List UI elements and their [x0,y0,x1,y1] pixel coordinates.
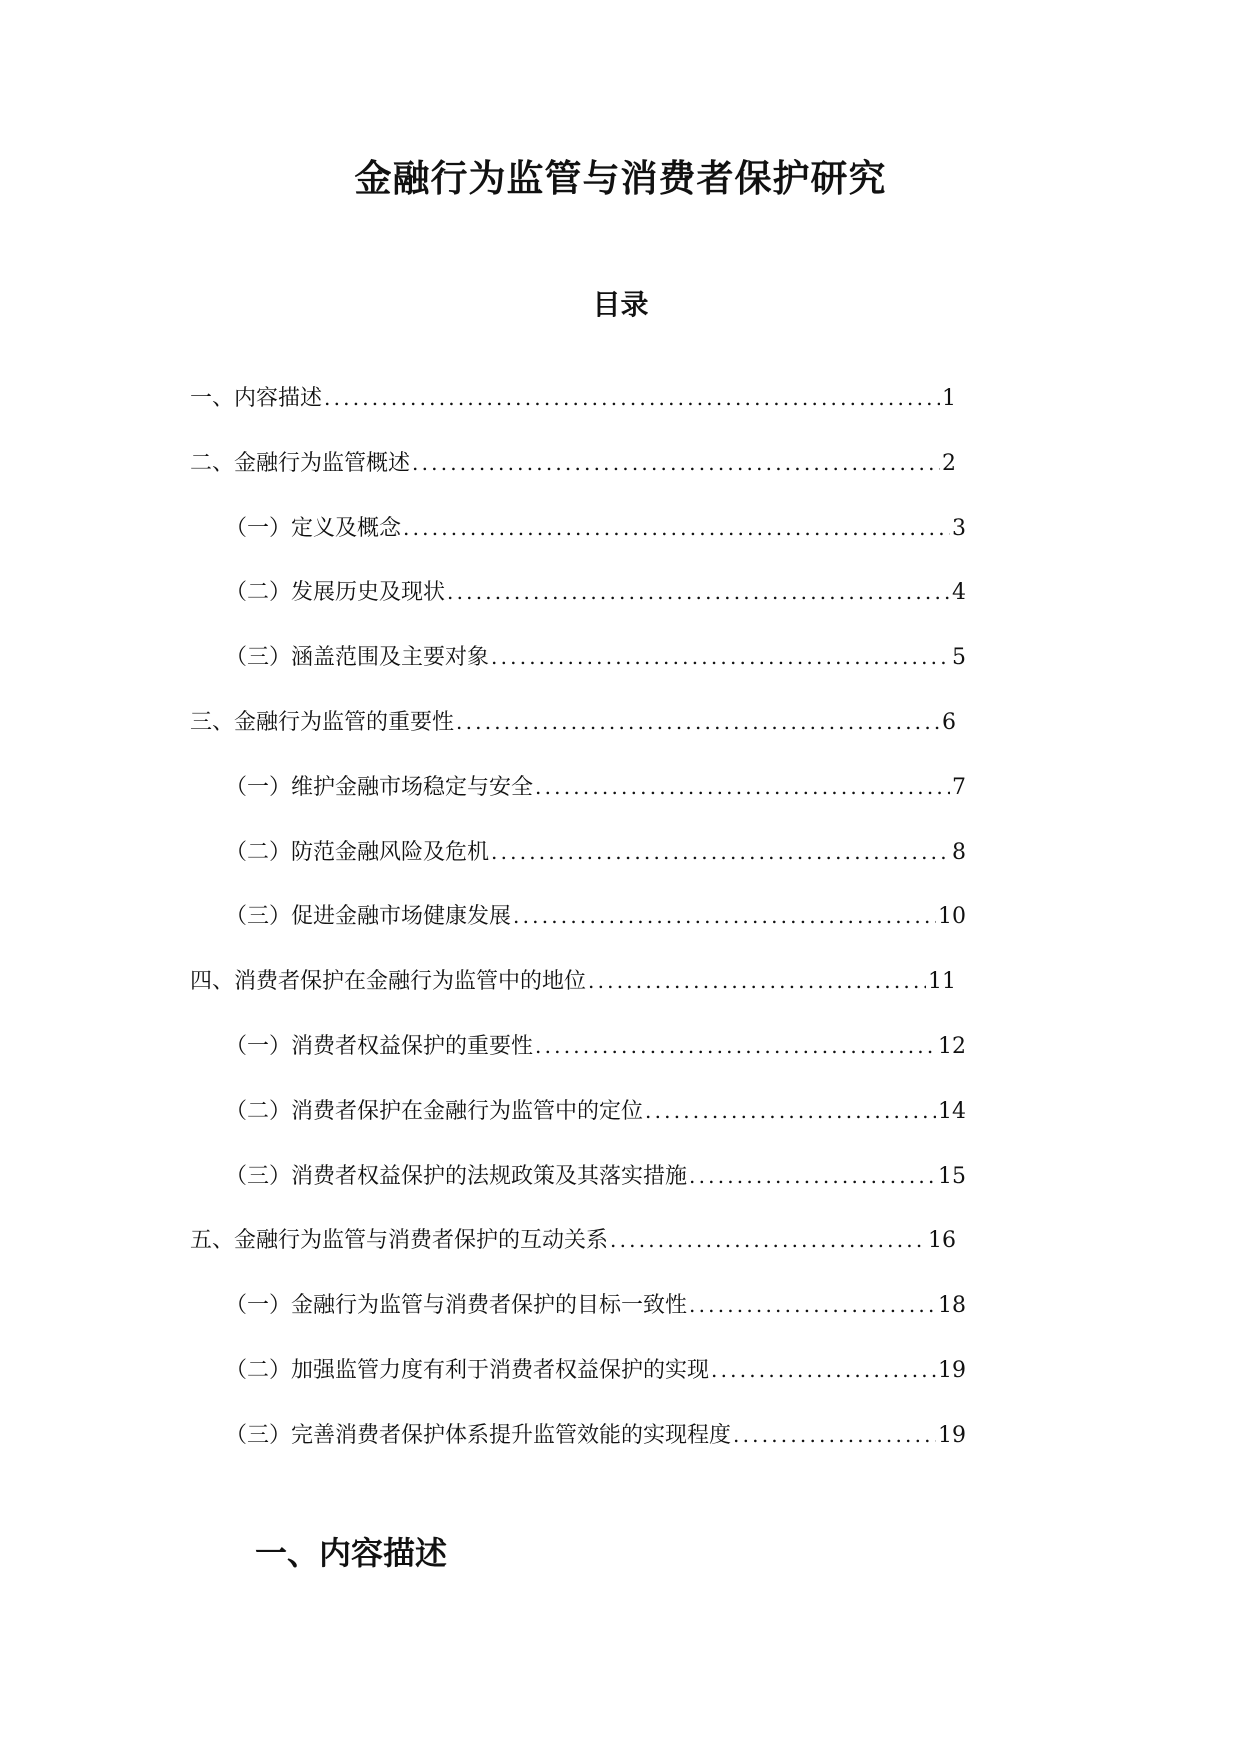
toc-leader-dots [447,577,950,607]
toc-page-number: 6 [942,710,956,735]
toc-entry-text: （三）涵盖范围及主要对象 [225,645,490,671]
toc-entry[interactable] [190,383,956,413]
toc-page-number: 2 [942,450,956,476]
toc-leader-dots [324,383,940,413]
toc-leader-dots [535,772,950,802]
toc-leader-dots [403,513,950,543]
toc-entry-text: （二）发展历史及现状 [225,580,446,606]
toc-entry-text: 二、金融行为监管概述 [190,450,411,476]
toc-entry[interactable] [190,1225,956,1255]
toc-entry[interactable] [190,966,956,996]
toc-page-number: 19 [938,1358,966,1383]
toc-entry[interactable] [225,901,966,931]
document-title: 金融行为监管与消费者保护研究 [354,156,887,200]
toc-leader-dots [733,1420,936,1450]
toc-entry[interactable] [225,513,966,543]
toc-leader-dots [711,1355,936,1385]
toc-entry-text: （三）完善消费者保护体系提升监管效能的实现程度 [225,1422,732,1448]
toc-heading: 目录 [592,288,649,321]
toc-leader-dots [491,642,950,672]
toc-entry-text: （三）促进金融市场健康发展 [225,904,512,930]
toc-entry[interactable] [225,1031,966,1061]
toc-page-number: 8 [952,839,966,865]
toc-entry[interactable] [225,1290,966,1320]
toc-page-number: 15 [938,1163,966,1189]
toc-entry-text: （一）消费者权益保护的重要性 [225,1034,534,1059]
toc-entry-text: （二）防范金融风险及危机 [225,839,490,865]
toc-entry-text: 五、金融行为监管与消费者保护的互动关系 [190,1228,609,1254]
toc-entry-text: （一）金融行为监管与消费者保护的目标一致性 [225,1293,688,1319]
toc-page-number: 3 [952,515,966,541]
toc-entry[interactable] [225,1096,966,1126]
toc-entry-text: 三、金融行为监管的重要性 [190,710,455,735]
toc-page-number: 11 [928,969,956,995]
toc-entry-text: （三）消费者权益保护的法规政策及其落实措施 [225,1163,688,1189]
toc-entry-text: （二）消费者保护在金融行为监管中的定位 [225,1098,644,1124]
toc-page-number: 7 [952,774,966,800]
toc-entry-text: （一）维护金融市场稳定与安全 [225,774,534,800]
toc-entry-text: （一）定义及概念 [225,515,402,541]
toc-leader-dots [535,1031,936,1061]
toc-entry[interactable] [225,577,966,607]
toc-leader-dots [689,1161,936,1191]
toc-entry[interactable] [225,1355,966,1385]
toc-entry[interactable] [190,707,956,737]
toc-page-number: 18 [938,1293,966,1319]
toc-entry-text: 四、消费者保护在金融行为监管中的地位 [190,969,587,995]
toc-page-number: 12 [938,1034,966,1059]
toc-leader-dots [412,448,940,478]
toc-entry[interactable] [225,772,966,802]
toc-entry[interactable] [190,448,956,478]
toc-entry-text: （二）加强监管力度有利于消费者权益保护的实现 [225,1358,710,1383]
toc-page-number: 14 [938,1098,966,1124]
toc-leader-dots [645,1096,936,1126]
toc-leader-dots [491,837,950,867]
section-heading: 一、内容描述 [255,1534,448,1572]
toc-page-number: 5 [952,645,966,671]
toc-page-number: 19 [938,1422,966,1448]
toc-leader-dots [588,966,926,996]
toc-entry-text: 一、内容描述 [190,386,323,411]
toc-leader-dots [610,1225,926,1255]
toc-leader-dots [513,901,936,931]
toc-page-number: 4 [952,580,966,606]
toc-entry[interactable] [225,1161,966,1191]
toc-leader-dots [456,707,940,737]
toc-page-number: 16 [928,1228,956,1254]
toc-leader-dots [689,1290,936,1320]
toc-entry[interactable] [225,642,966,672]
toc-page-number: 10 [938,904,966,930]
toc-entry[interactable] [225,837,966,867]
toc-entry[interactable] [225,1420,966,1450]
toc-page-number: 1 [942,386,956,411]
